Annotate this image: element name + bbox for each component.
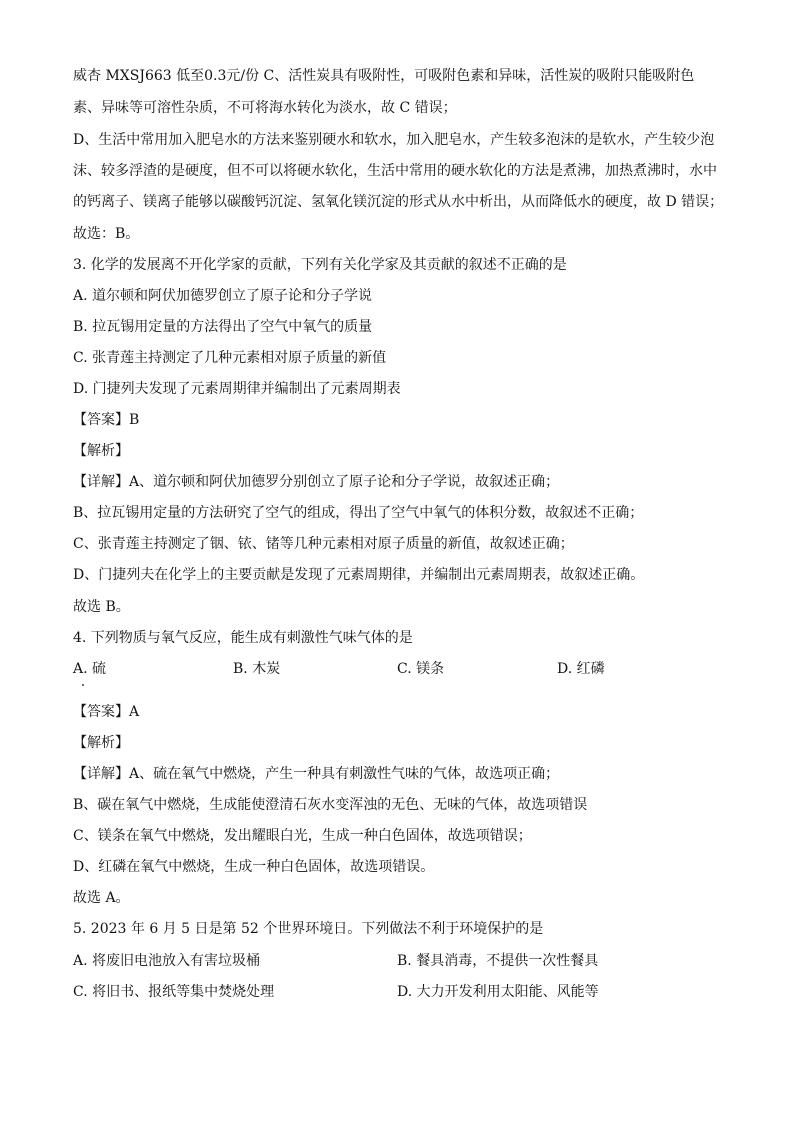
question-4-explanation: 【详解】A、硫在氧气中燃烧，产生一种具有刺激性气味的气体，故选项正确；	[73, 766, 560, 782]
question-4-option-c: C. 镁条	[397, 661, 445, 677]
stray-mark	[82, 684, 84, 686]
text-line: 的钙离子、镁离子能够以碳酸钙沉淀、氢氧化镁沉淀的形式从水中析出，从而降低水的硬度，故 D 错误；	[73, 194, 724, 210]
text-line: 沫、较多浮渣的是硬度，但不可以将硬水软化，生活中常用的硬水软化的方法是煮沸，加热煮沸时，水中	[73, 163, 717, 179]
question-5: 5. 2023 年 6 月 5 日是第 52 个世界环境日。下列做法不利于环境保护的是	[73, 921, 544, 937]
question-3-explanation: D、门捷列夫在化学上的主要贡献是发现了元素周期律，并编制出元素周期表，故叙述正确。	[73, 567, 645, 583]
text-line: 威杏 MXSJ663 低至0.3元/份 C、活性炭具有吸附性，可吸附色素和异味，活性炭的吸附只能吸附色	[73, 68, 695, 84]
text-line: 故选：B。	[73, 226, 140, 242]
question-5-option-c: C. 将旧书、报纸等集中焚烧处理	[73, 984, 275, 1000]
text-line: D、生活中常用加入肥皂水的方法来鉴别硬水和软水，加入肥皂水，产生较多泡沫的是软水，产生较少泡	[73, 132, 715, 148]
question-3-option-b: B. 拉瓦锡用定量的方法得出了空气中氧气的质量	[73, 319, 373, 335]
question-3-explanation: 【详解】A、道尔顿和阿伏加德罗分别创立了原子论和分子学说，故叙述正确；	[73, 474, 560, 490]
question-4-answer: 【答案】A	[73, 704, 140, 720]
question-4-analysis-heading: 【解析】	[73, 735, 129, 751]
question-3-option-c: C. 张青莲主持测定了几种元素相对原子质量的新值	[73, 350, 387, 366]
question-4: 4. 下列物质与氧气反应，能生成有刺激性气味气体的是	[73, 630, 413, 646]
text-line: 素、异味等可溶性杂质，不可将海水转化为淡水，故 C 错误；	[73, 100, 457, 116]
question-4-option-d: D. 红磷	[557, 661, 605, 677]
question-3-explanation: B、拉瓦锡用定量的方法研究了空气的组成，得出了空气中氧气的体积分数，故叙述不正确；	[73, 505, 644, 521]
question-3-explanation: C、张青莲主持测定了铟、铱、锗等几种元素相对原子质量的新值，故叙述正确；	[73, 536, 574, 552]
question-4-explanation: C、镁条在氧气中燃烧，发出耀眼白光，生成一种白色固体，故选项错误；	[73, 828, 532, 844]
question-4-explanation: D、红磷在氧气中燃烧，生成一种白色固体，故选项错误。	[73, 859, 435, 875]
question-4-option-a: A. 硫	[73, 661, 107, 677]
question-4-option-b: B. 木炭	[233, 661, 281, 677]
question-5-option-b: B. 餐具消毒，不提供一次性餐具	[397, 953, 599, 969]
question-3-answer: 【答案】B	[73, 412, 140, 428]
question-3-analysis-heading: 【解析】	[73, 443, 129, 459]
question-3-option-d: D. 门捷列夫发现了元素周期律并编制出了元素周期表	[73, 381, 401, 397]
question-4-conclusion: 故选 A。	[73, 890, 130, 906]
question-3-conclusion: 故选 B。	[73, 599, 130, 615]
question-3-option-a: A. 道尔顿和阿伏加德罗创立了原子论和分子学说	[73, 288, 373, 304]
question-5-option-a: A. 将废旧电池放入有害垃圾桶	[73, 953, 261, 969]
question-4-explanation: B、碳在氧气中燃烧，生成能使澄清石灰水变浑浊的无色、无味的气体，故选项错误	[73, 797, 588, 813]
question-3: 3. 化学的发展离不开化学家的贡献，下列有关化学家及其贡献的叙述不正确的是	[73, 257, 567, 273]
question-5-option-d: D. 大力开发利用太阳能、风能等	[397, 984, 599, 1000]
